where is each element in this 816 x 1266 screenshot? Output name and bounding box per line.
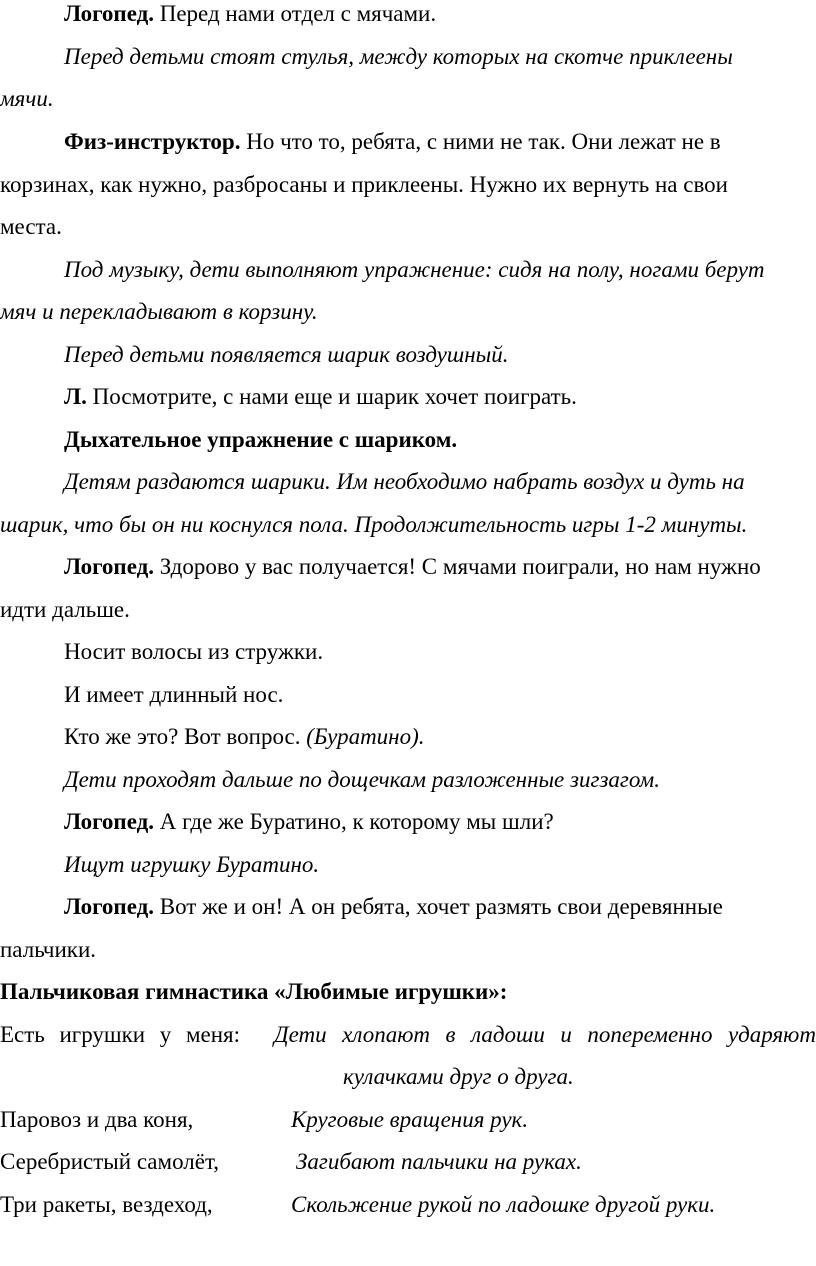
stage-direction: Перед детьми появляется шарик воздушный. xyxy=(64,342,509,367)
verse-line: Серебристый самолёт, xyxy=(0,1149,220,1174)
paragraph-1 xyxy=(0,0,816,28)
speaker-label: Логопед. xyxy=(64,894,154,919)
gymnastics-heading: Пальчиковая гимнастика «Любимые игрушки»: xyxy=(0,979,508,1004)
stage-direction: Дети проходят дальше по дощечкам разложенные зигзагом. xyxy=(64,767,660,792)
verse-line: Паровоз и два коня, xyxy=(0,1107,194,1132)
stage-direction-line: Детям раздаются шарики. Им необходимо набрать воздух и дуть на xyxy=(64,469,745,494)
action-description: Загибают пальчики на руках. xyxy=(296,1149,582,1174)
paragraph-line: места. xyxy=(0,214,62,239)
section-heading: Дыхательное упражнение с шариком. xyxy=(64,427,458,452)
riddle-line: И имеет длинный нос. xyxy=(64,682,284,707)
riddle-answer: (Буратино). xyxy=(306,724,425,749)
speaker-label: Физ-инструктор. xyxy=(64,129,241,154)
stage-direction-line: Перед детьми стоят стулья, между которых на скотче приклеены xyxy=(64,44,733,69)
stage-direction-line: шарик, что бы он ни коснулся пола. Продолжительность игры 1-2 минуты. xyxy=(0,512,748,537)
action-description: Скольжение рукой по ладошке другой руки. xyxy=(291,1192,716,1217)
speaker-label: Л. xyxy=(64,384,87,409)
paragraph-3-line-1 xyxy=(0,128,816,156)
speaker-label: Логопед. xyxy=(64,809,154,834)
paragraph-13-line-1 xyxy=(0,893,816,921)
paragraph-6 xyxy=(0,383,816,411)
action-description: кулачками друг о друга. xyxy=(343,1064,574,1089)
stage-direction: Ищут игрушку Буратино. xyxy=(64,852,320,877)
stage-direction-line: мячи. xyxy=(0,86,54,111)
paragraph-line: идти дальше. xyxy=(0,597,130,622)
action-description: Круговые вращения рук. xyxy=(291,1107,529,1132)
paragraph-text: Посмотрите, с нами еще и шарик хочет поиграть. xyxy=(86,384,577,409)
speaker-label: Логопед. xyxy=(64,1,154,26)
stage-direction-line: мяч и перекладывают в корзину. xyxy=(0,299,318,324)
stage-direction-line: Под музыку, дети выполняют упражнение: сидя на полу, ногами берут xyxy=(64,257,765,282)
paragraph-9-line-1 xyxy=(0,553,816,581)
verse-line: Три ракеты, вездеход, xyxy=(0,1192,213,1217)
paragraph-text: Перед нами отдел с мячами. xyxy=(153,1,437,26)
paragraph-text: Но что то, ребята, с ними не так. Они лежат не в xyxy=(240,129,721,154)
verse-line: Есть игрушки у меня: xyxy=(0,1022,240,1047)
paragraph-text: Здорово у вас получается! С мячами поиграли, но нам нужно xyxy=(153,554,761,579)
speaker-label: Логопед. xyxy=(64,554,154,579)
paragraph-text: Вот же и он! А он ребята, хочет размять свои деревянные xyxy=(153,894,723,919)
paragraph-text: А где же Буратино, к которому мы шли? xyxy=(153,809,554,834)
riddle-line: Носит волосы из стружки. xyxy=(64,639,324,664)
paragraph-line: корзинах, как нужно, разбросаны и приклеены. Нужно их вернуть на свои xyxy=(0,172,728,197)
action-description: Дети хлопают в ладоши и попеременно ударяют xyxy=(274,1022,816,1047)
riddle-line: Кто же это? Вот вопрос. (Буратино). xyxy=(64,724,425,749)
paragraph-line: пальчики. xyxy=(0,937,97,962)
paragraph-11 xyxy=(0,808,816,836)
